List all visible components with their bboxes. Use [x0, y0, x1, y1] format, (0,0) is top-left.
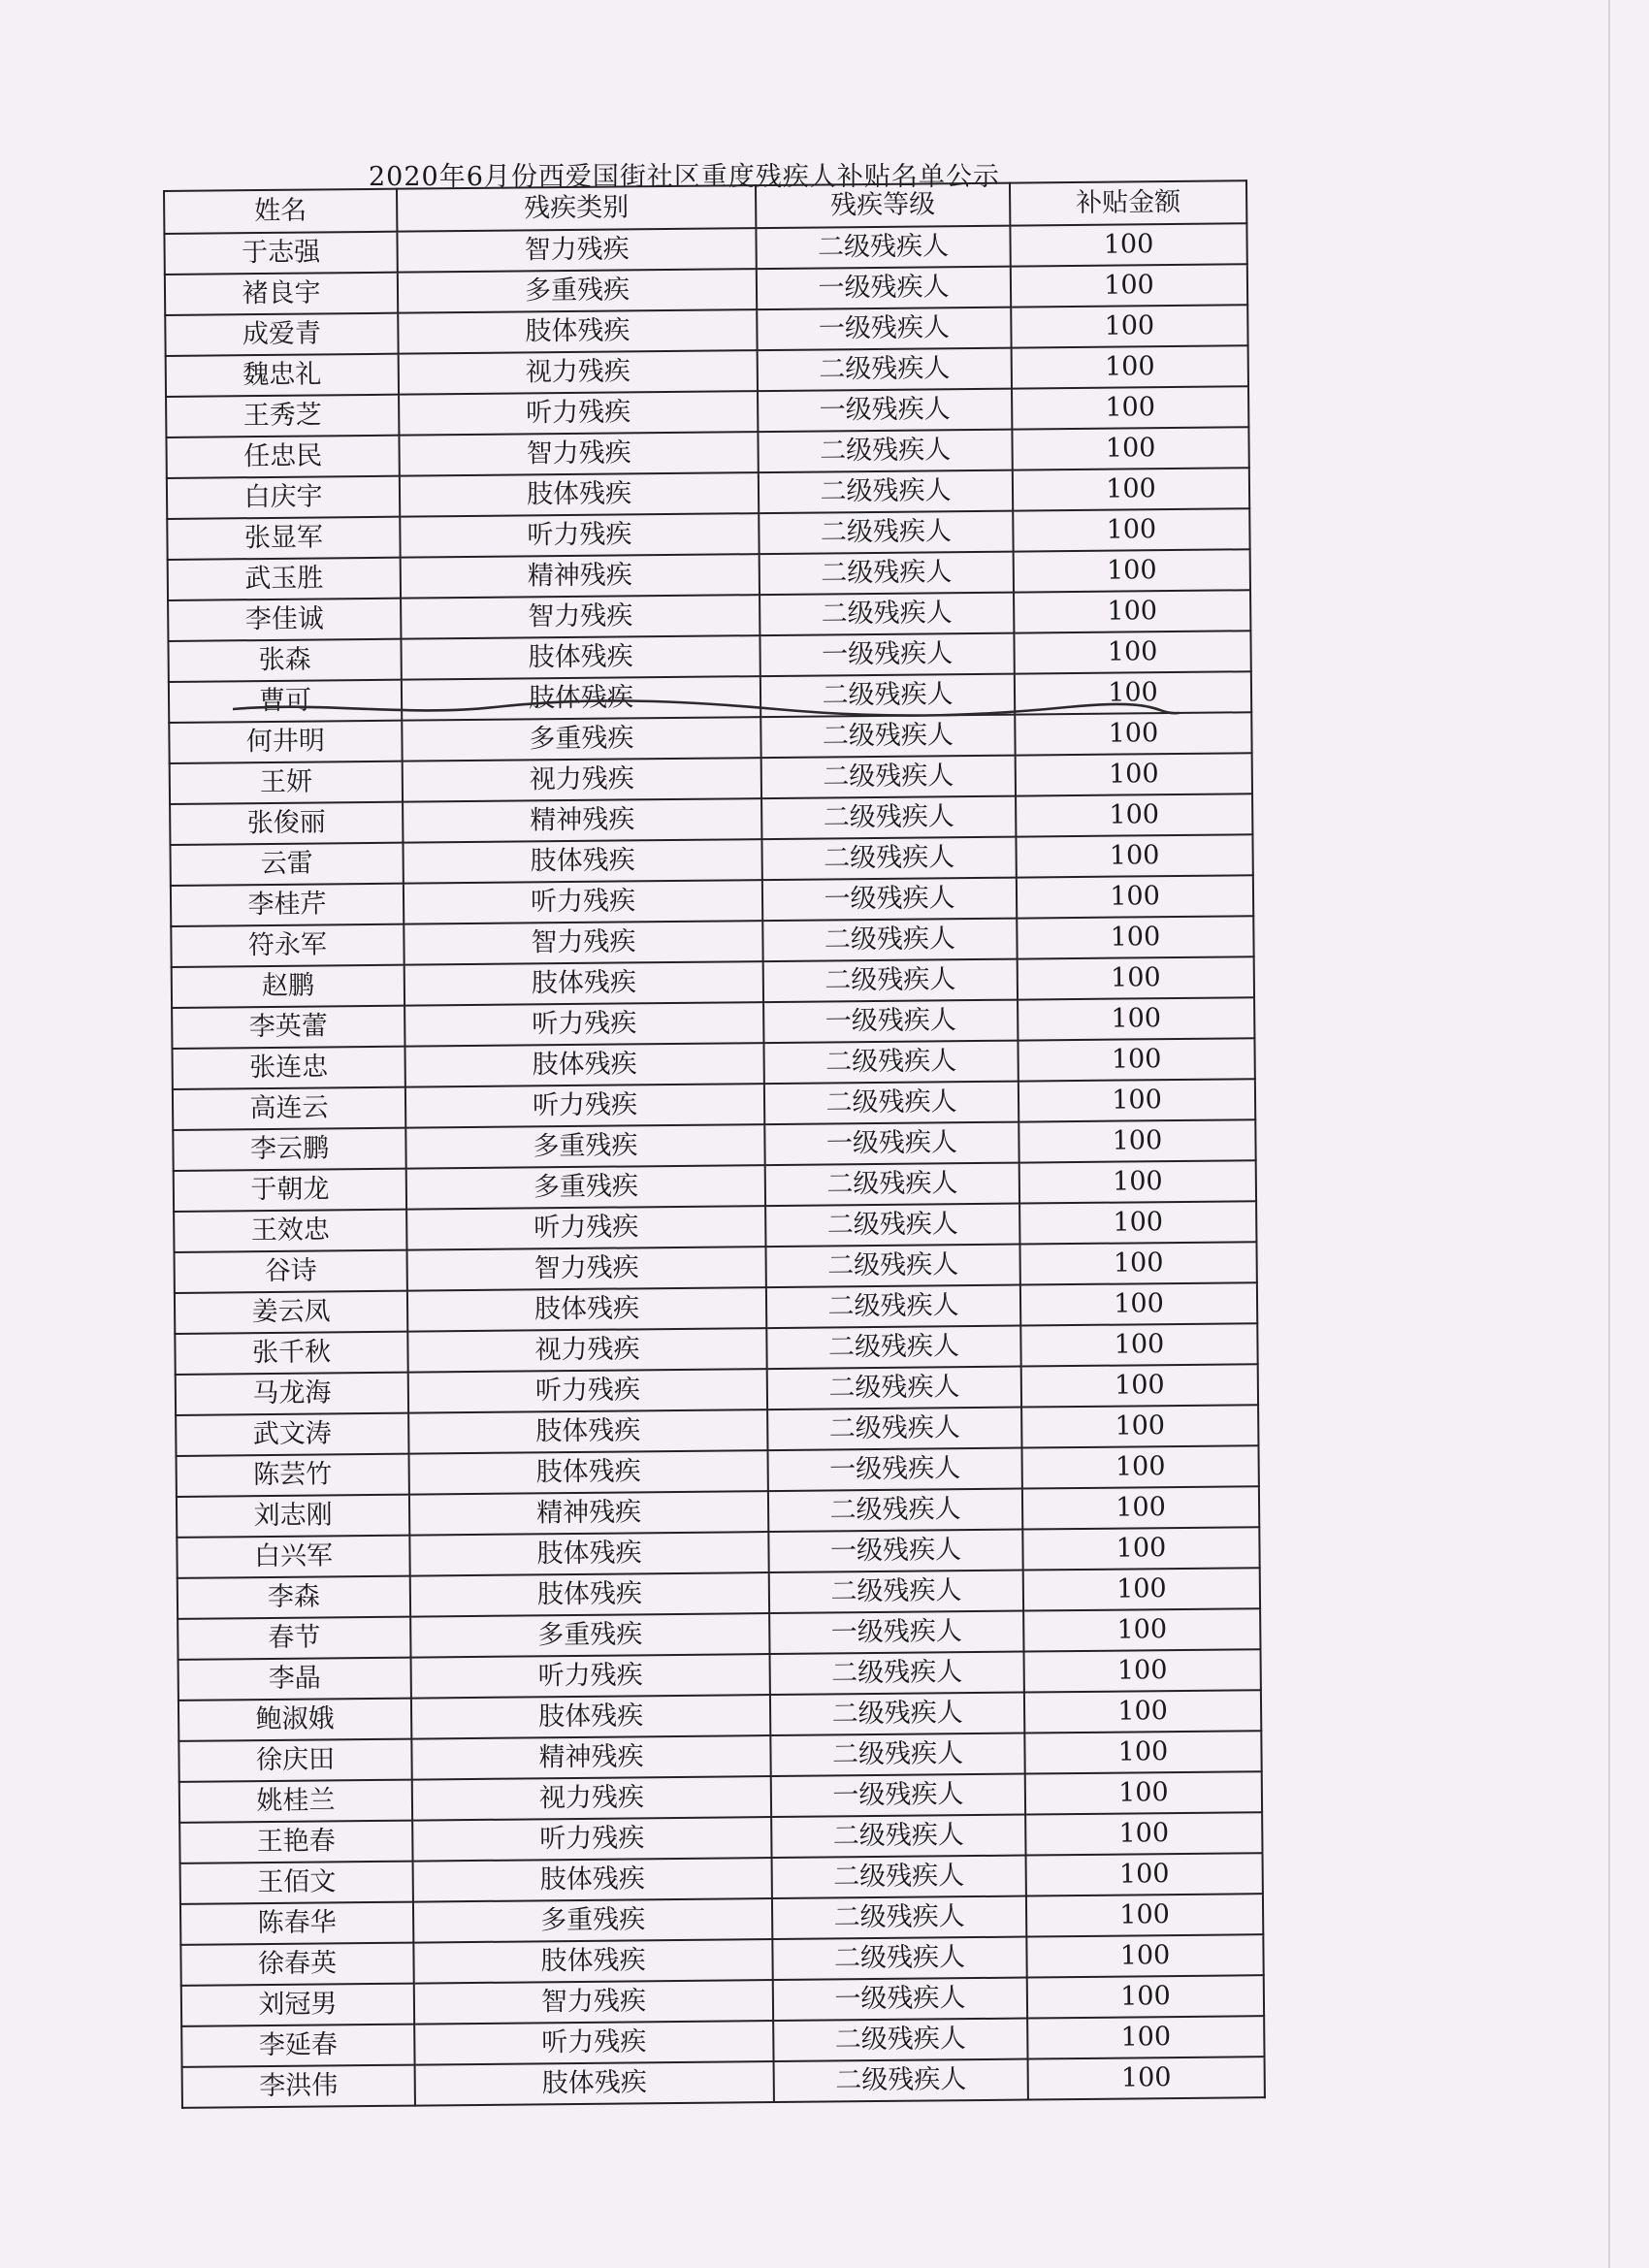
cell-disability-level: 一级残疾人: [757, 267, 1011, 310]
header-name: 姓名: [164, 189, 397, 234]
cell-name: 成爱青: [165, 313, 398, 356]
cell-subsidy-amount: 100: [1017, 875, 1253, 918]
cell-name: 李森: [178, 1576, 410, 1619]
cell-disability-level: 二级残疾人: [765, 1204, 1019, 1247]
cell-subsidy-amount: 100: [1027, 2016, 1264, 2058]
cell-subsidy-amount: 100: [1025, 1812, 1262, 1855]
cell-disability-level: 一级残疾人: [763, 1000, 1018, 1044]
cell-name: 李洪伟: [182, 2065, 415, 2108]
cell-disability-type: 肢体残疾: [407, 1287, 766, 1332]
cell-disability-level: 二级残疾人: [762, 919, 1017, 962]
cell-subsidy-amount: 100: [1019, 1242, 1256, 1284]
cell-disability-type: 多重残疾: [398, 269, 757, 313]
cell-subsidy-amount: 100: [1018, 997, 1254, 1040]
cell-name: 张连忠: [172, 1047, 404, 1089]
cell-subsidy-amount: 100: [1021, 1405, 1258, 1447]
cell-disability-type: 智力残疾: [397, 228, 756, 273]
cell-name: 李延春: [181, 2025, 414, 2067]
cell-disability-type: 智力残疾: [406, 1247, 765, 1291]
cell-disability-type: 多重残疾: [406, 1165, 765, 1210]
cell-disability-level: 二级残疾人: [770, 1693, 1024, 1736]
cell-name: 于朝龙: [174, 1169, 406, 1212]
cell-name: 何井明: [169, 721, 402, 763]
cell-name: 云雷: [170, 843, 403, 886]
cell-name: 谷诗: [175, 1250, 407, 1293]
cell-subsidy-amount: 100: [1010, 223, 1246, 266]
document-title: 2020年6月份西爱国街社区重度残疾人补贴名单公示: [369, 162, 1000, 192]
cell-name: 徐庆田: [178, 1739, 411, 1782]
cell-subsidy-amount: 100: [1015, 671, 1251, 714]
cell-disability-type: 精神残疾: [401, 554, 760, 599]
subsidy-table: [163, 179, 1266, 2109]
cell-disability-level: 一级残疾人: [769, 1611, 1023, 1655]
table-body: [164, 223, 1264, 2108]
cell-disability-level: 二级残疾人: [767, 1367, 1021, 1410]
cell-name: 李英蕾: [172, 1006, 404, 1049]
cell-disability-level: 二级残疾人: [759, 511, 1013, 555]
cell-subsidy-amount: 100: [1014, 631, 1250, 673]
cell-disability-type: 视力残疾: [412, 1776, 771, 1821]
cell-disability-level: 二级残疾人: [765, 1245, 1019, 1288]
cell-name: 王佰文: [180, 1862, 413, 1904]
cell-name: 任忠民: [166, 436, 399, 478]
cell-name: 王秀芝: [166, 395, 399, 437]
cell-name: 刘冠男: [181, 1984, 414, 2026]
cell-disability-type: 视力残疾: [399, 350, 758, 395]
cell-subsidy-amount: 100: [1016, 753, 1252, 795]
cell-name: 白庆宇: [167, 476, 400, 519]
cell-disability-type: 肢体残疾: [404, 1043, 763, 1087]
cell-subsidy-amount: 100: [1015, 712, 1251, 755]
cell-disability-type: 听力残疾: [408, 1369, 767, 1413]
cell-name: 李晶: [178, 1658, 411, 1701]
cell-subsidy-amount: 100: [1024, 1649, 1261, 1692]
cell-name: 武文涛: [176, 1413, 408, 1456]
cell-disability-level: 二级残疾人: [765, 1163, 1019, 1207]
cell-name: 刘志刚: [177, 1495, 409, 1538]
cell-name: 鲍淑娥: [178, 1699, 411, 1741]
cell-subsidy-amount: 100: [1012, 427, 1248, 470]
cell-subsidy-amount: 100: [1016, 794, 1252, 836]
cell-name: 王妍: [170, 761, 403, 804]
cell-disability-type: 智力残疾: [399, 432, 758, 476]
cell-subsidy-amount: 100: [1021, 1364, 1258, 1407]
cell-disability-type: 精神残疾: [409, 1491, 768, 1536]
cell-disability-type: 听力残疾: [404, 1002, 763, 1047]
cell-name: 赵鹏: [172, 965, 404, 1008]
cell-disability-level: 二级残疾人: [769, 1571, 1023, 1614]
cell-subsidy-amount: 100: [1018, 956, 1254, 999]
cell-subsidy-amount: 100: [1024, 1690, 1261, 1733]
cell-disability-level: 二级残疾人: [774, 2059, 1028, 2103]
cell-name: 李佳诚: [168, 599, 401, 641]
cell-subsidy-amount: 100: [1021, 1445, 1258, 1488]
cell-name: 魏忠礼: [166, 354, 399, 397]
cell-disability-level: 二级残疾人: [766, 1326, 1020, 1370]
cell-name: 王艳春: [179, 1821, 412, 1863]
cell-name: 高连云: [173, 1087, 405, 1130]
scan-edge: [1608, 0, 1610, 2268]
cell-disability-level: 二级残疾人: [768, 1489, 1022, 1533]
cell-disability-type: 听力残疾: [405, 1084, 764, 1128]
cell-disability-type: 智力残疾: [414, 1980, 773, 2025]
cell-name: 姜云凤: [175, 1291, 407, 1334]
cell-disability-type: 肢体残疾: [409, 1450, 768, 1495]
cell-disability-type: 多重残疾: [410, 1613, 769, 1658]
header-disability-type: 残疾类别: [397, 185, 756, 232]
cell-name: 白兴军: [177, 1536, 409, 1578]
cell-disability-level: 一级残疾人: [771, 1774, 1025, 1818]
cell-disability-type: 肢体残疾: [398, 309, 757, 354]
cell-disability-type: 听力残疾: [404, 880, 762, 924]
cell-disability-type: 肢体残疾: [413, 1858, 772, 1902]
cell-subsidy-amount: 100: [1014, 549, 1250, 592]
cell-name: 陈芸竹: [177, 1454, 409, 1497]
header-disability-level: 残疾等级: [756, 183, 1010, 229]
cell-subsidy-amount: 100: [1011, 305, 1247, 347]
cell-disability-level: 二级残疾人: [758, 430, 1012, 473]
cell-disability-level: 二级残疾人: [763, 959, 1018, 1003]
cell-subsidy-amount: 100: [1014, 590, 1250, 632]
cell-disability-type: 视力残疾: [403, 758, 761, 802]
cell-disability-level: 二级残疾人: [761, 756, 1016, 799]
cell-disability-type: 肢体残疾: [400, 472, 759, 517]
cell-subsidy-amount: 100: [1018, 1079, 1255, 1121]
cell-subsidy-amount: 100: [1026, 1894, 1263, 1936]
cell-subsidy-amount: 100: [1026, 1934, 1263, 1977]
cell-disability-level: 二级残疾人: [772, 1937, 1026, 1981]
cell-disability-type: 听力残疾: [412, 1817, 771, 1862]
cell-disability-level: 二级残疾人: [760, 674, 1015, 718]
cell-name: 于志强: [164, 232, 397, 275]
cell-subsidy-amount: 100: [1028, 2057, 1265, 2099]
cell-name: 褚良宇: [165, 273, 398, 315]
cell-disability-type: 多重残疾: [413, 1898, 772, 1943]
cell-name: 李云鹏: [173, 1128, 405, 1171]
cell-subsidy-amount: 100: [1018, 1038, 1254, 1081]
cell-disability-level: 二级残疾人: [760, 552, 1014, 596]
cell-disability-level: 一级残疾人: [767, 1448, 1021, 1492]
cell-disability-level: 一级残疾人: [757, 308, 1011, 351]
cell-disability-level: 二级残疾人: [773, 2019, 1027, 2062]
cell-disability-level: 二级残疾人: [761, 796, 1016, 840]
cell-subsidy-amount: 100: [1013, 468, 1249, 510]
cell-disability-type: 智力残疾: [401, 595, 760, 639]
cell-disability-type: 精神残疾: [403, 798, 761, 843]
cell-subsidy-amount: 100: [1022, 1527, 1259, 1570]
cell-name: 姚桂兰: [179, 1780, 412, 1823]
cell-disability-type: 肢体残疾: [404, 961, 763, 1006]
cell-subsidy-amount: 100: [1022, 1486, 1259, 1529]
cell-name: 张森: [168, 639, 401, 682]
cell-name: 王效忠: [174, 1210, 406, 1252]
cell-name: 张俊丽: [170, 802, 403, 845]
cell-subsidy-amount: 100: [1019, 1160, 1256, 1203]
cell-disability-type: 听力残疾: [400, 513, 759, 558]
cell-disability-type: 听力残疾: [406, 1206, 765, 1250]
cell-disability-type: 肢体残疾: [410, 1572, 769, 1617]
cell-disability-level: 二级残疾人: [772, 1856, 1026, 1899]
cell-disability-type: 肢体残疾: [403, 839, 761, 884]
cell-disability-level: 二级残疾人: [770, 1733, 1024, 1777]
cell-disability-level: 一级残疾人: [768, 1530, 1022, 1573]
cell-subsidy-amount: 100: [1026, 1853, 1263, 1895]
cell-disability-type: 听力残疾: [411, 1654, 770, 1699]
cell-disability-type: 听力残疾: [399, 391, 758, 436]
cell-name: 陈春华: [180, 1902, 413, 1945]
cell-disability-level: 二级残疾人: [772, 1896, 1026, 1940]
cell-disability-type: 精神残疾: [411, 1735, 770, 1780]
cell-disability-type: 听力残疾: [414, 2021, 773, 2065]
cell-disability-level: 二级残疾人: [764, 1082, 1018, 1125]
cell-disability-type: 智力残疾: [404, 921, 762, 965]
cell-disability-type: 多重残疾: [402, 717, 760, 761]
cell-disability-level: 二级残疾人: [763, 1041, 1018, 1085]
cell-subsidy-amount: 100: [1019, 1201, 1256, 1244]
cell-disability-level: 二级残疾人: [758, 348, 1012, 392]
cell-disability-type: 肢体残疾: [413, 1939, 772, 1984]
cell-disability-level: 二级残疾人: [756, 226, 1010, 270]
cell-disability-type: 肢体残疾: [409, 1532, 768, 1576]
cell-disability-level: 二级残疾人: [761, 837, 1016, 881]
cell-disability-level: 二级残疾人: [771, 1815, 1025, 1859]
cell-disability-level: 二级残疾人: [759, 470, 1013, 514]
header-subsidy-amount: 补贴金额: [1010, 180, 1246, 225]
cell-disability-level: 二级残疾人: [760, 715, 1015, 759]
cell-disability-level: 一级残疾人: [762, 878, 1017, 922]
cell-disability-level: 一级残疾人: [764, 1122, 1018, 1166]
cell-disability-level: 一级残疾人: [773, 1978, 1027, 2022]
cell-subsidy-amount: 100: [1012, 345, 1248, 388]
cell-disability-type: 肢体残疾: [401, 635, 760, 680]
cell-disability-type: 视力残疾: [407, 1328, 766, 1373]
cell-disability-type: 肢体残疾: [402, 676, 760, 721]
cell-subsidy-amount: 100: [1017, 916, 1253, 958]
cell-subsidy-amount: 100: [1023, 1568, 1260, 1610]
cell-subsidy-amount: 100: [1023, 1608, 1260, 1651]
cell-subsidy-amount: 100: [1027, 1975, 1264, 2018]
cell-disability-level: 二级残疾人: [770, 1652, 1024, 1696]
cell-subsidy-amount: 100: [1020, 1282, 1257, 1325]
cell-subsidy-amount: 100: [1013, 508, 1249, 551]
cell-name: 曹可: [169, 680, 402, 723]
cell-subsidy-amount: 100: [1025, 1771, 1262, 1814]
cell-subsidy-amount: 100: [1024, 1731, 1261, 1773]
cell-disability-level: 二级残疾人: [766, 1285, 1020, 1329]
cell-name: 武玉胜: [168, 558, 401, 600]
cell-disability-type: 肢体残疾: [411, 1695, 770, 1739]
cell-name: 符永军: [171, 924, 404, 967]
cell-subsidy-amount: 100: [1018, 1119, 1255, 1162]
cell-disability-level: 二级残疾人: [760, 593, 1014, 636]
cell-subsidy-amount: 100: [1012, 386, 1248, 429]
cell-subsidy-amount: 100: [1016, 834, 1252, 877]
cell-disability-level: 二级残疾人: [767, 1408, 1021, 1451]
cell-name: 李桂芹: [171, 884, 404, 926]
cell-name: 徐春英: [180, 1943, 413, 1986]
cell-subsidy-amount: 100: [1011, 264, 1247, 307]
cell-name: 张千秋: [175, 1332, 407, 1375]
cell-disability-type: 肢体残疾: [408, 1409, 767, 1454]
cell-disability-level: 一级残疾人: [758, 389, 1012, 433]
cell-disability-level: 一级残疾人: [760, 633, 1014, 677]
cell-disability-type: 多重残疾: [405, 1124, 764, 1169]
cell-name: 张显军: [167, 517, 400, 560]
cell-name: 马龙海: [176, 1373, 408, 1415]
cell-name: 春节: [178, 1617, 410, 1660]
cell-disability-type: 肢体残疾: [415, 2061, 774, 2106]
cell-subsidy-amount: 100: [1020, 1323, 1257, 1366]
